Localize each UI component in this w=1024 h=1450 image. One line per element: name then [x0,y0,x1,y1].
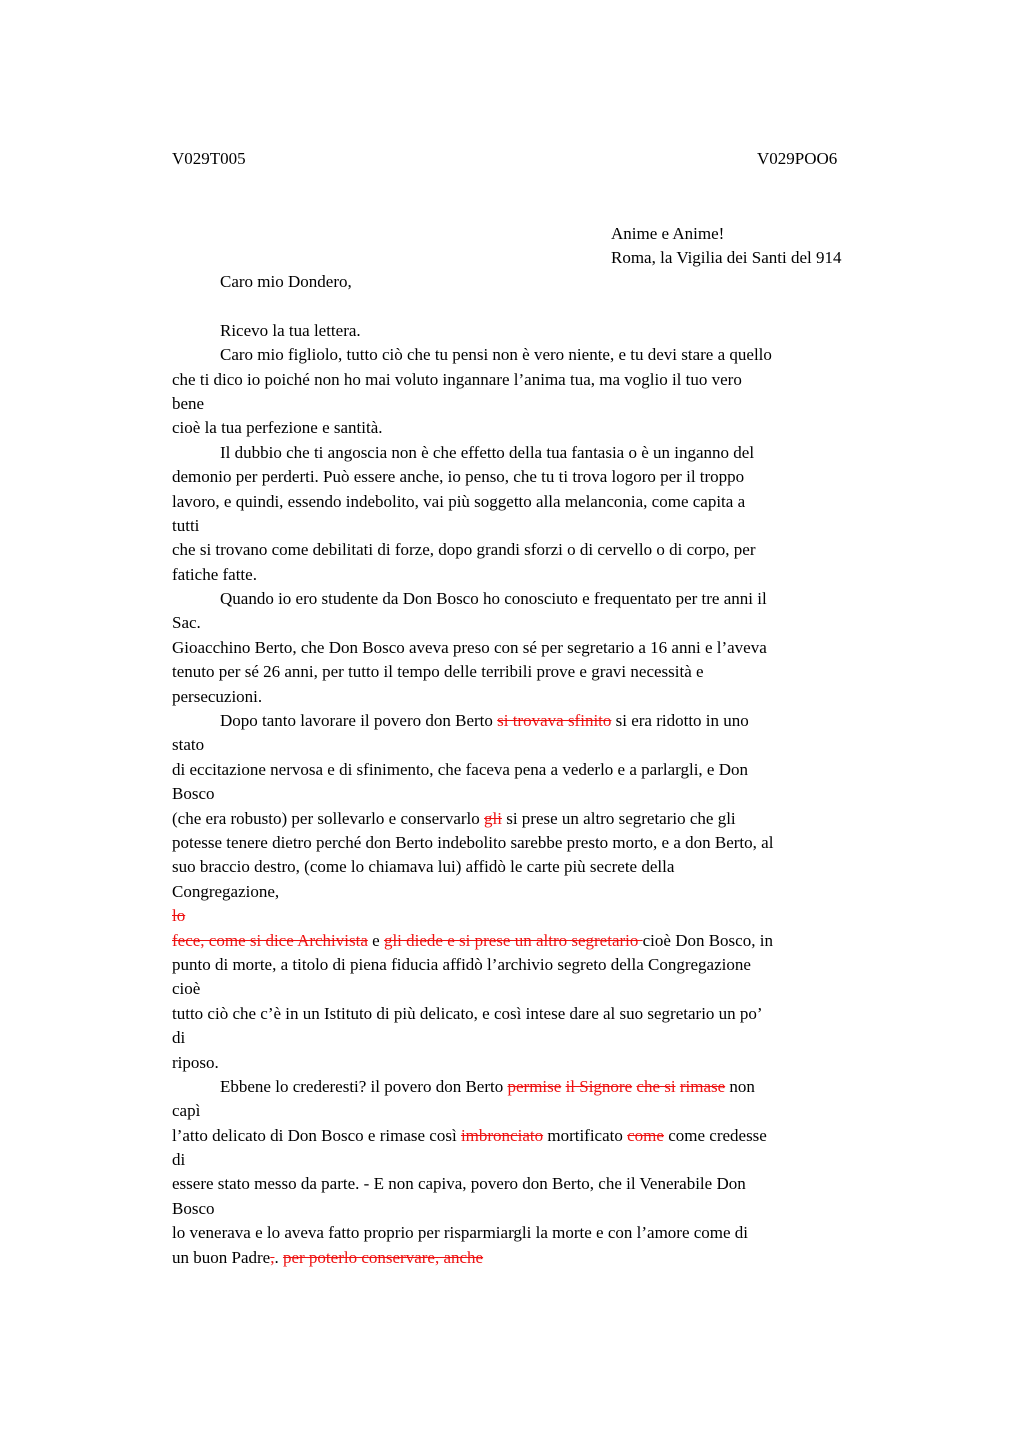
text-line [172,782,912,806]
text-segment: si era ridotto in uno [611,711,749,731]
text-line [172,587,912,611]
text-line [172,1099,912,1123]
text-segment: cioè la tua perfezione e santità. [172,418,383,438]
text-segment: Quando io ero studente da Don Bosco ho conosciuto e frequentato per tre anni il [220,589,767,609]
text-segment: di eccitazione nervosa e di sfinimento, che faceva pena a vederlo e a parlargli, e Don [172,759,748,779]
text-segment: Caro mio Dondero, [220,272,352,291]
deleted-text: per poterlo conservare, anche [282,1247,484,1267]
text-line [172,343,912,367]
deleted-text: gli [484,808,502,828]
text-segment: mortificato [543,1125,628,1145]
text-line [172,1124,912,1148]
text-line [172,855,912,879]
text-line [172,904,912,928]
text-line [172,392,912,416]
deleted-text: gli diede e si prese un altro segretario [383,930,643,950]
letter-title: Anime e Anime! [611,224,725,243]
text-segment: e [367,930,384,950]
text-segment: Bosco [172,784,215,804]
text-segment: tenuto per sé 26 anni, per tutto il tempo delle terribili prove e gravi necessità e [172,662,704,682]
text-line [172,1002,912,1026]
text-segment: Sac. [172,613,201,633]
deleted-text: che si [636,1076,676,1096]
text-segment: l’atto delicato di Don Bosco e rimase così [172,1125,461,1145]
letter-heading [611,222,842,271]
text-segment: come credesse [663,1125,767,1145]
text-segment: Ricevo la tua lettera. [220,320,361,340]
text-line [172,1197,912,1221]
text-line [172,1026,912,1050]
text-segment: di [172,1028,186,1048]
text-line [172,1246,912,1270]
text-segment: (che era robusto) per sollevarlo e conservarlo [172,808,485,828]
deleted-text: lo [172,906,186,926]
deleted-text: si trovava sfinito [497,711,612,731]
text-line [172,977,912,1001]
text-segment: persecuzioni. [172,686,263,706]
text-line [172,685,912,709]
deleted-text: permise [507,1076,562,1096]
text-line [172,953,912,977]
text-segment: stato [172,735,205,755]
text-line [172,807,912,831]
text-segment: Caro mio figliolo, tutto ciò che tu pensi non è vero niente, e tu devi stare a quello [220,345,772,365]
deleted-text: , [270,1247,275,1267]
text-line [172,758,912,782]
text-segment: Bosco [172,1198,215,1218]
text-segment: Il dubbio che ti angoscia non è che effetto della tua fantasia o è un inganno del [220,442,755,462]
text-segment: cioè [172,979,201,999]
deleted-text: rimase [679,1076,726,1096]
text-segment: che si trovano come debilitati di forze, dopo grandi sforzi o di cervello o di corpo, per [172,540,756,560]
text-line [172,1221,912,1245]
text-segment: cioè Don Bosco, in [642,930,773,950]
text-line [172,831,912,855]
text-line [172,416,912,440]
text-segment: potesse tenere dietro perché don Berto indebolito sarebbe presto morto, e a don Berto, al [172,832,774,852]
text-segment: bene [172,393,205,413]
text-line [172,660,912,684]
deleted-text: il Signore [565,1076,633,1096]
text-segment: riposo. [172,1052,219,1072]
letter-body [172,270,912,1270]
text-line [172,1172,912,1196]
text-line [172,441,912,465]
text-line [172,514,912,538]
text-line [172,1051,912,1075]
text-line [172,1075,912,1099]
text-line [172,319,912,343]
text-segment: tutto ciò che c’è in un Istituto di più delicato, e così intese dare al suo segretario un po’ [172,1003,763,1023]
text-segment: di [172,1150,186,1170]
text-line [172,465,912,489]
text-segment: Ebbene lo crederesti? il povero don Berto [220,1076,508,1096]
text-segment: fatiche fatte. [172,564,257,584]
deleted-text: come [627,1125,664,1145]
text-segment: demonio per perderti. Può essere anche, io penso, che tu ti trova logoro per il troppo [172,467,745,487]
text-segment: suo braccio destro, (come lo chiamava lui) affidò le carte più secrete della [172,857,675,877]
document-code-left: V029T005 [172,149,246,168]
text-segment: essere stato messo da parte. - E non capiva, povero don Berto, che il Venerabile Don [172,1174,746,1194]
text-line [172,880,912,904]
deleted-text: fece, come si dice Archivista [172,930,368,950]
text-segment: che ti dico io poiché non ho mai voluto ingannare l’anima tua, ma voglio il tuo vero [172,369,742,389]
deleted-text: imbronciato [460,1125,544,1145]
text-line [172,490,912,514]
text-segment: Gioacchino Berto, che Don Bosco aveva preso con sé per segretario a 16 anni e l’aveva [172,637,767,657]
text-segment: si prese un altro segretario che gli [501,808,736,828]
text-segment: punto di morte, a titolo di piena fiducia affidò l’archivio segreto della Congregazione [172,954,751,974]
text-segment: un buon Padre [172,1247,271,1267]
text-line [172,270,912,294]
document-code-right: V029POO6 [757,149,838,168]
text-line [172,368,912,392]
text-line [172,563,912,587]
text-segment: Dopo tanto lavorare il povero don Berto [220,711,498,731]
text-segment: lavoro, e quindi, essendo indebolito, vai più soggetto alla melanconia, come capita a [172,491,746,511]
text-line [172,733,912,757]
text-segment: non [725,1076,755,1096]
text-segment: Congregazione, [172,881,280,901]
text-line [172,1148,912,1172]
text-line [172,709,912,733]
text-segment: lo venerava e lo aveva fatto proprio per risparmiargli la morte e con l’amore come di [172,1223,749,1243]
text-segment: . [274,1247,283,1267]
text-segment: tutti [172,515,200,535]
text-line [172,636,912,660]
text-segment: capì [172,1101,201,1121]
letter-date: Roma, la Vigilia dei Santi del 914 [611,248,842,268]
text-line [172,611,912,635]
text-line [172,538,912,562]
text-line [172,929,912,953]
paragraph-gap [172,294,912,318]
